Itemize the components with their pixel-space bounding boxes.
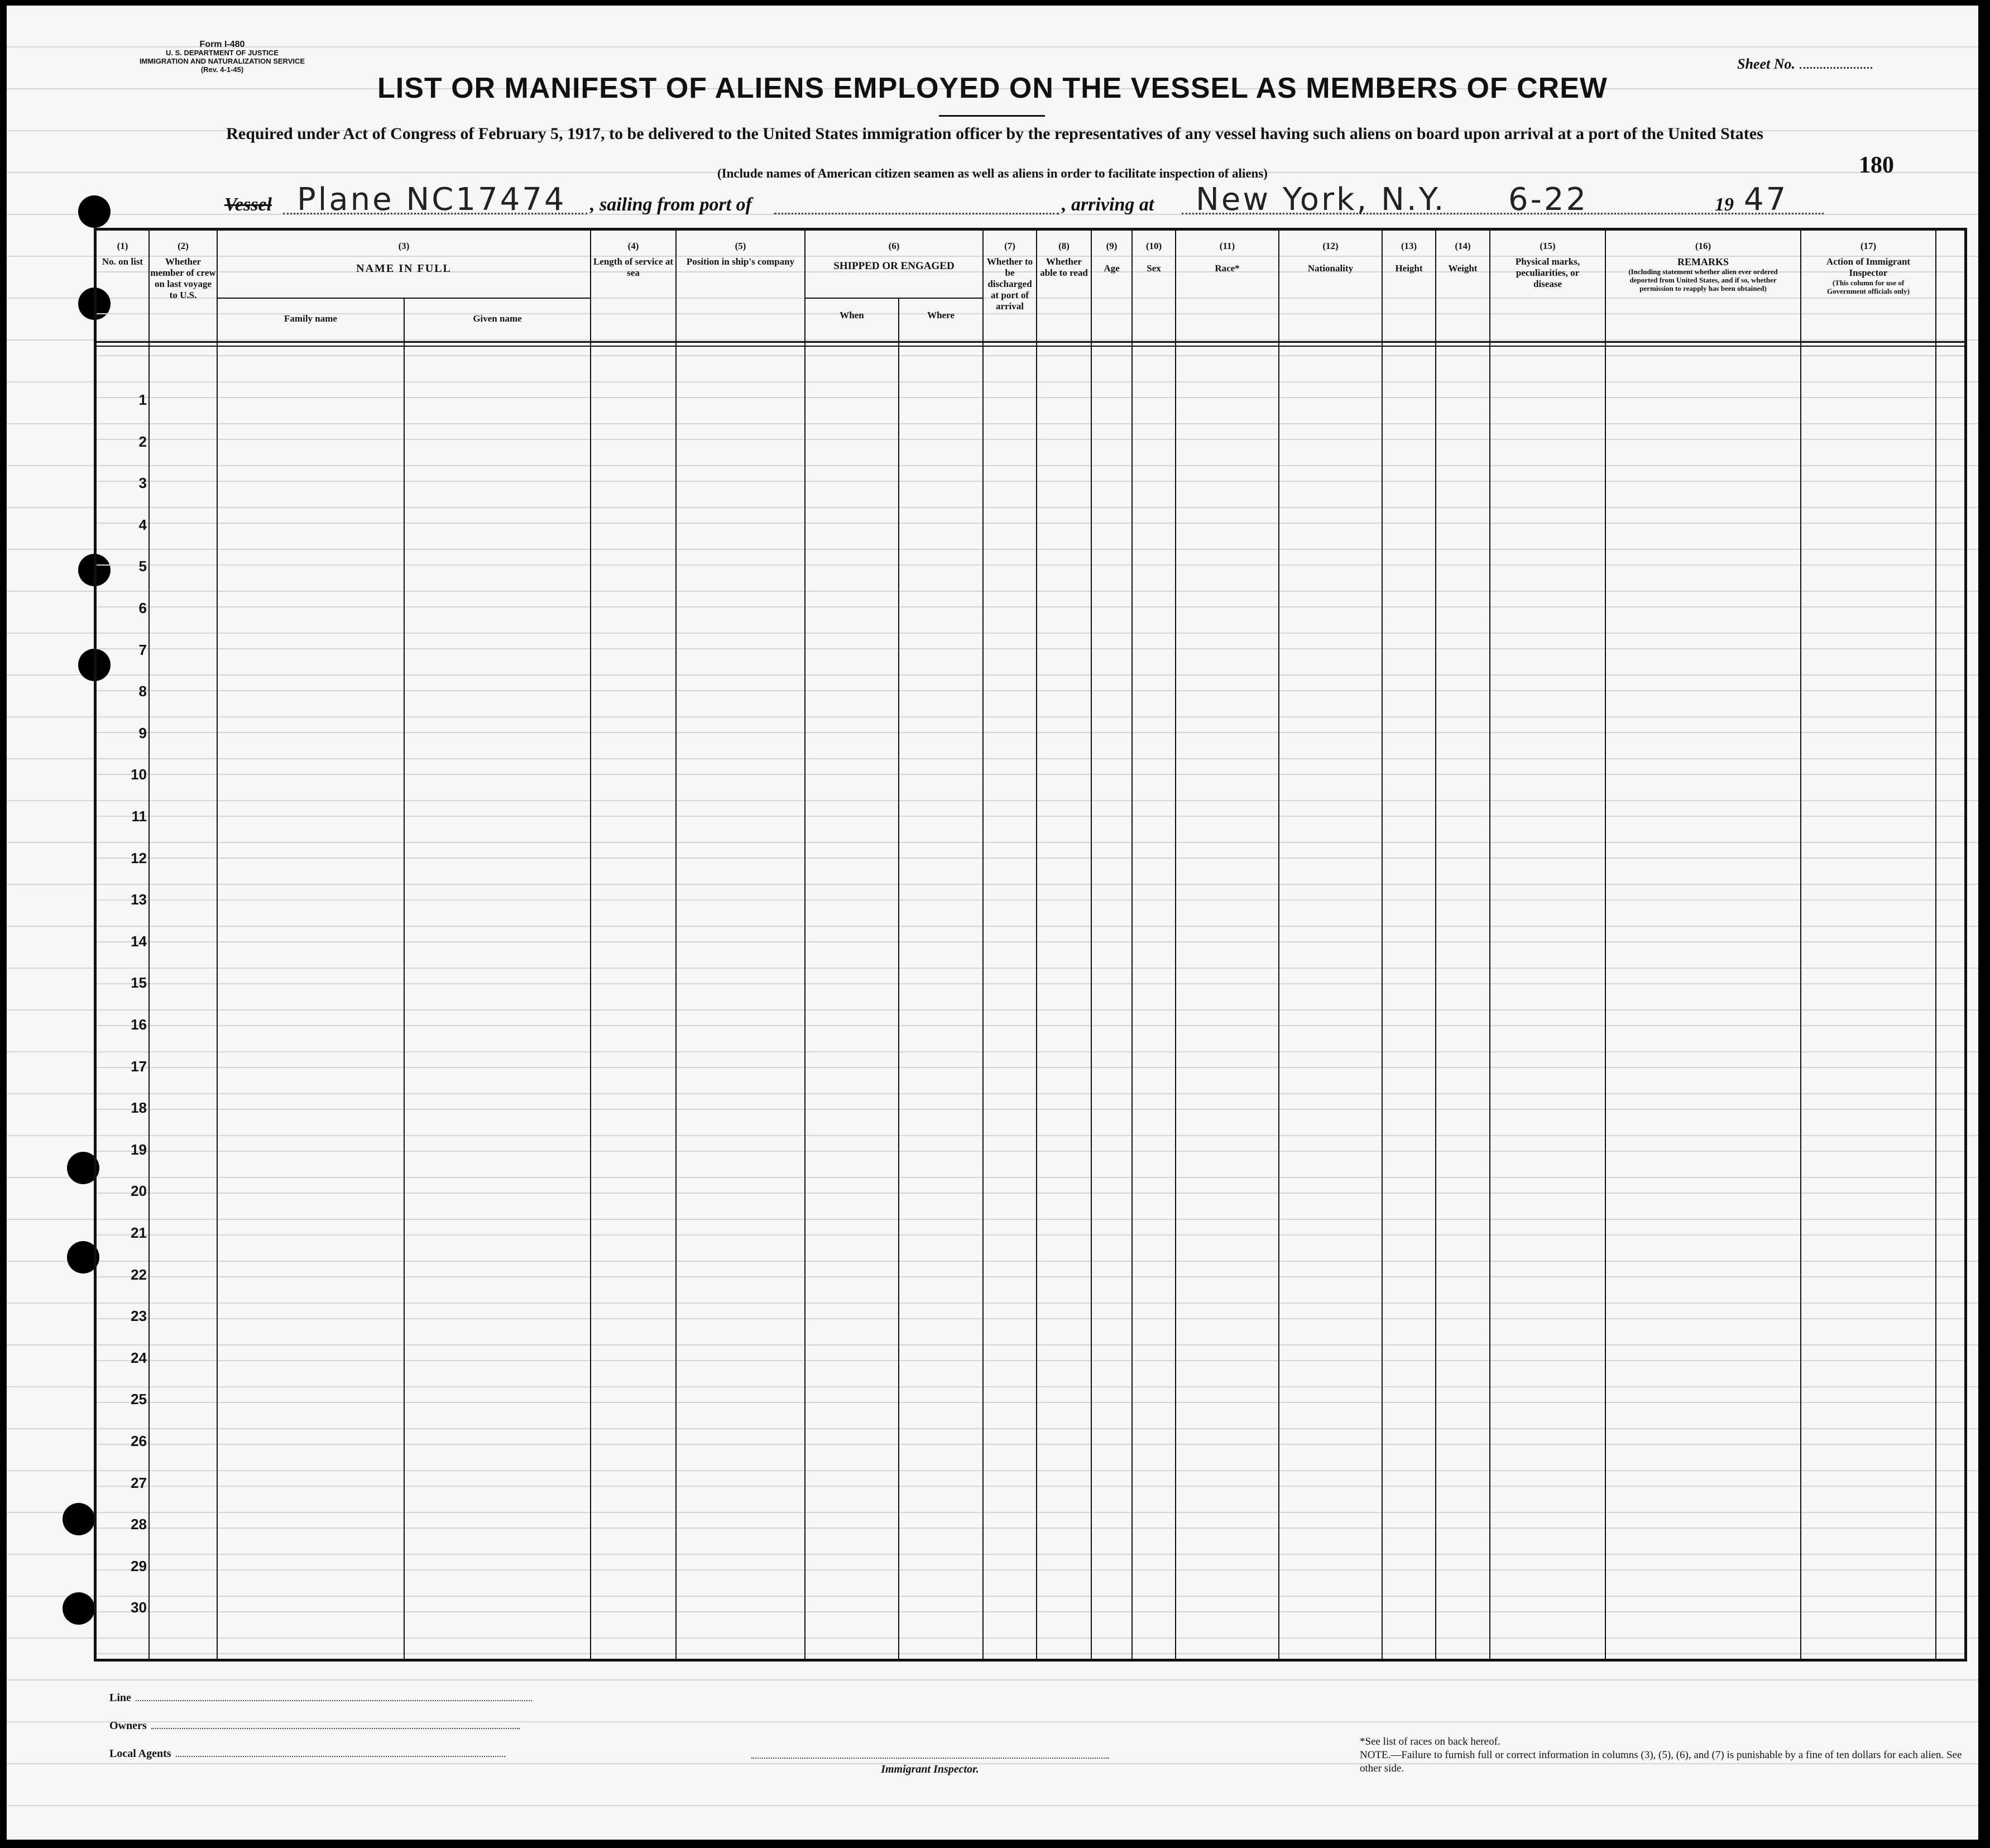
include-note: (Include names of American citizen seamen as well as aliens in order to facilitate inspection of aliens) (717, 166, 1268, 180)
sailing-port-field[interactable] (774, 213, 1059, 214)
form-department: U. S. DEPARTMENT OF JUSTICE (166, 49, 279, 57)
col-header-7: (7) Whether to be discharged at port of arrival (986, 241, 1033, 312)
row-number: 3 (138, 475, 147, 492)
line-field[interactable]: Line (109, 1692, 532, 1705)
date-handwritten: 6-22 (1508, 181, 1589, 218)
row-number: 27 (131, 1474, 147, 1491)
row-number: 29 (131, 1557, 147, 1574)
row-number: 26 (131, 1433, 147, 1449)
row-number: 7 (138, 641, 147, 658)
vessel-handwritten: Plane NC17474 (297, 181, 567, 218)
row-number: 24 (131, 1349, 147, 1366)
row-number: 16 (131, 1016, 147, 1033)
immigrant-inspector-signature[interactable]: Immigrant Inspector. (751, 1758, 1109, 1776)
col-sub-given-name: Given name (473, 313, 522, 324)
crew-table (94, 228, 1967, 1662)
row-number: 8 (138, 683, 147, 700)
row-number: 15 (131, 974, 147, 992)
row-number: 11 (131, 808, 147, 825)
sailing-label: , sailing from port of (590, 194, 752, 215)
col-header-6: (6) SHIPPED OR ENGAGED (833, 241, 955, 272)
row-number: 18 (131, 1099, 147, 1117)
col-header-11: (11) Race* (1215, 241, 1240, 274)
col-header-14: (14) Weight (1448, 241, 1478, 274)
col-header-13: (13) Height (1395, 241, 1423, 274)
row-number: 12 (131, 849, 147, 866)
vessel-label: Vessel (224, 194, 272, 215)
col-sub-when: When (840, 310, 864, 320)
col-header-3: (3) NAME IN FULL (356, 241, 452, 275)
owners-field[interactable]: Owners (109, 1720, 520, 1732)
row-number: 5 (138, 558, 147, 575)
sheet-number-label: Sheet No. (1737, 56, 1795, 72)
punch-hole (63, 1503, 95, 1535)
sheet-number-field[interactable] (1737, 56, 1872, 73)
col-header-12: (12) Nationality (1307, 241, 1354, 274)
row-number: 6 (138, 600, 147, 616)
row-number: 2 (138, 433, 147, 450)
year-handwritten: 47 (1744, 181, 1788, 218)
col-header-10: (10) Sex (1145, 241, 1162, 274)
col-header-17: (17) Action of Immigrant Inspector (This column for use of Government officials only) (1826, 241, 1911, 295)
fine-note: NOTE.—Failure to furnish full or correct information in columns (3), (5), (6), and (7) is punishable by a fine of ten dollars for each alien. See other side. (1360, 1749, 1962, 1774)
col-sub-where: Where (927, 310, 955, 320)
manifest-sheet (7, 6, 1978, 1840)
row-number: 13 (131, 891, 147, 908)
row-number: 1 (138, 391, 147, 408)
row-number: 22 (131, 1266, 147, 1283)
col-header-8: (8) Whether able to read (1040, 241, 1088, 278)
local-agents-field[interactable]: Local Agents (109, 1748, 505, 1760)
form-identifier (105, 40, 339, 74)
col-header-2: (2) Whether member of crew on last voyage to U.S. (150, 241, 216, 300)
col-header-4: (4) Length of service at sea (593, 241, 674, 278)
arriving-handwritten: New York, N.Y. (1196, 181, 1446, 218)
page-title: LIST OR MANIFEST OF ALIENS EMPLOYED ON THE VESSEL AS MEMBERS OF CREW (377, 72, 1608, 104)
title-underline (939, 115, 1045, 117)
col-header-5: (5) Position in ship's company (686, 241, 795, 267)
col-header-16: (16) REMARKS (Including statement whether alien ever ordered deported from United States, and if so, whether permission to reapply has been obtained) (1628, 241, 1778, 293)
form-revision: (Rev. 4-1-45) (200, 65, 244, 74)
punch-hole (63, 1592, 95, 1625)
row-number: 4 (138, 516, 147, 533)
row-number: 10 (131, 766, 147, 783)
row-number: 20 (131, 1182, 147, 1200)
col-header-1: (1) No. on list (102, 241, 143, 267)
row-number: 30 (131, 1599, 147, 1616)
footer (109, 1692, 1962, 1837)
arriving-label: , arriving at (1062, 194, 1154, 215)
form-service: IMMIGRATION AND NATURALIZATION SERVICE (139, 57, 305, 65)
page-subtitle: Required under Act of Congress of February 5, 1917, to be delivered to the United States immigration officer by the representatives of any vessel having such aliens on board upon arrival at a port of the United States (226, 125, 1763, 143)
row-number: 14 (131, 932, 147, 950)
row-number: 9 (138, 724, 147, 741)
col-header-9: (9) Age (1104, 241, 1120, 274)
row-number: 25 (131, 1391, 147, 1408)
year-printed: 19 (1715, 194, 1734, 215)
row-number: 21 (131, 1224, 147, 1241)
race-note: *See list of races on back hereof. (1360, 1736, 1500, 1748)
footnotes (1360, 1735, 1974, 1775)
row-number: 28 (131, 1516, 147, 1533)
row-number: 19 (131, 1141, 147, 1158)
form-number: Form I-480 (199, 40, 245, 49)
col-sub-family-name: Family name (284, 313, 337, 324)
punch-hole (78, 195, 111, 228)
page-number: 180 (1859, 152, 1894, 178)
vessel-line (224, 181, 1843, 218)
row-number: 23 (131, 1308, 147, 1325)
col-header-15: (15) Physical marks, peculiarities, or disease (1515, 241, 1580, 289)
row-number: 17 (131, 1057, 147, 1075)
